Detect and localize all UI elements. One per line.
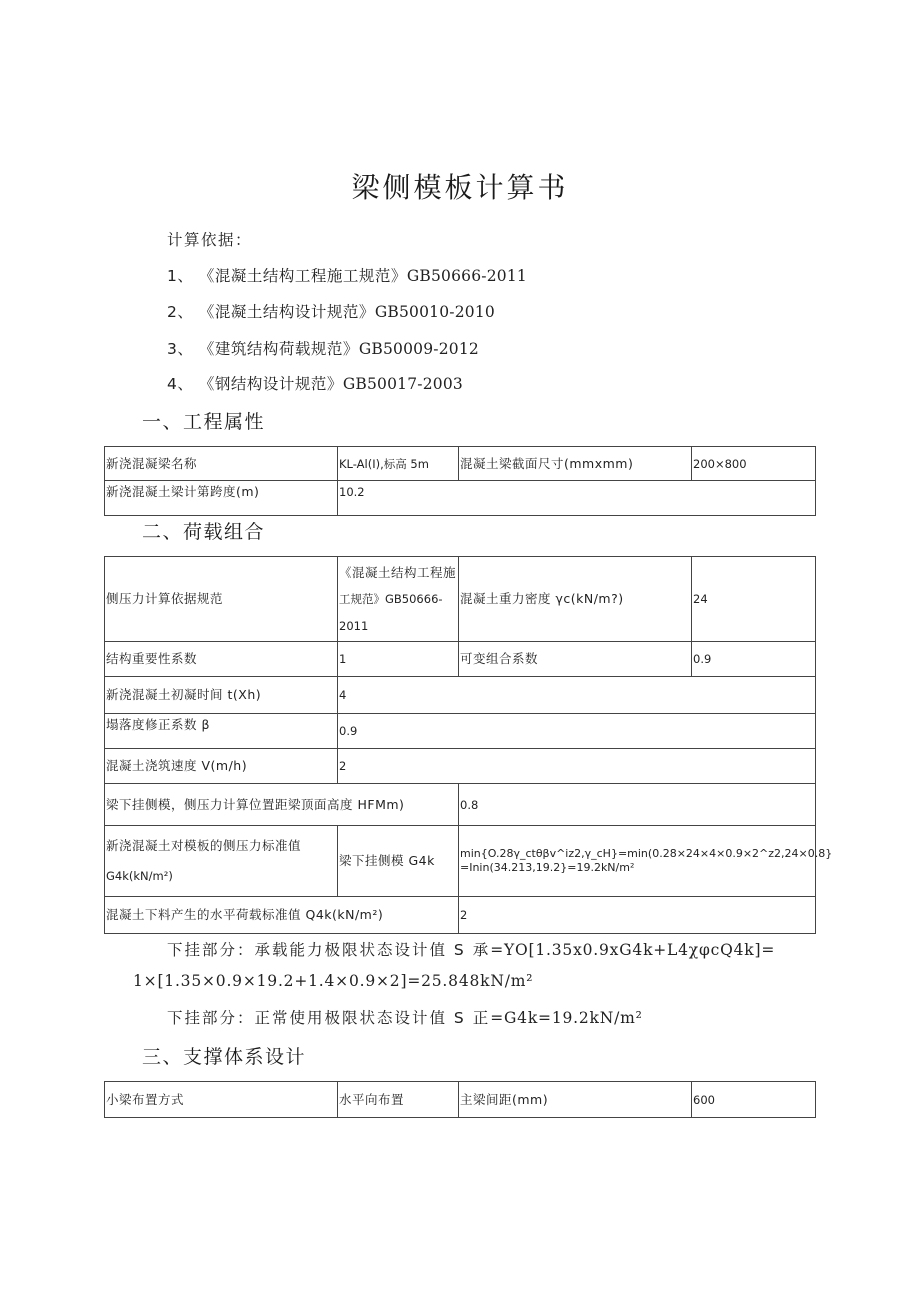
reference-name: 《混凝土结构工程施工规范》 [198,267,407,285]
table-row [105,677,816,714]
calc-label: 下挂部分：正常使用极限状态设计值 S 正 [167,1009,491,1027]
table-cell: 4 [338,677,816,714]
table-cell: 梁下挂侧模，侧压力计算位置距梁顶面高度 HFMm) [105,784,459,826]
reference-item [167,372,463,394]
table-cell: 24 [692,557,816,642]
reference-item [167,337,479,359]
reference-code: GB50009-2012 [358,340,479,358]
cell-line: 《混凝土结构工程施 [339,564,457,580]
calc-line-ultimate [167,938,775,960]
table-cell: 1 [338,642,459,677]
formula-line: min{O.28γ_ctθβv^iz2,γ_cH}=min(0.28×24×4×0.9×2^z2,24×0.8} [460,847,833,860]
table-row [105,897,816,934]
table-row [105,749,816,784]
reference-number: 2、 [167,303,194,321]
table-row [105,826,816,897]
table-row [105,557,816,642]
table-cell: 200×800 [692,447,816,481]
reference-number: 1、 [167,267,194,285]
table-cell: 600 [692,1082,816,1118]
formula-line: =Inin(34.213,19.2}=19.2kN/m² [460,861,635,874]
table-row [105,447,816,481]
reference-name: 《混凝土结构设计规范》 [198,303,375,321]
reference-number: 3、 [167,340,194,358]
reference-code: GB50017-2003 [342,375,463,393]
calc-line-result: 1×[1.35×0.9×19.2+1.4×0.9×2]=25.848kN/m² [133,972,534,990]
table-cell: 塌落度修正系数 β [105,714,338,749]
calc-label: 下挂部分：承载能力极限状态设计值 S 承 [167,941,491,959]
section-heading-load-combination: 二、荷载组合 [142,521,266,543]
support-system-table [104,1081,816,1118]
table-cell: 新浇混凝土初凝时间 t(Xh) [105,677,338,714]
formula-cell [459,826,833,897]
table-cell: 0.9 [338,714,816,749]
reference-number: 4、 [167,375,194,393]
calc-formula: =YO[1.35x0.9xG4k+L4χφcQ4k]= [490,941,776,959]
table-cell: 新浇混凝土梁计第跨度(m) [105,481,338,516]
table-row [105,714,816,749]
table-row [105,1082,816,1118]
table-row [105,642,816,677]
cell-line: 2011 [339,618,369,633]
cell-line: 工规范》GB50666- [339,591,443,606]
table-cell: 10.2 [338,481,816,516]
reference-name: 《建筑结构荷载规范》 [198,340,359,358]
basis-heading: 计算依据： [167,231,253,249]
table-cell: 混凝土重力密度 γc(kN/m?) [459,557,692,642]
cell-line: G4k(kN/m²) [106,869,173,883]
table-cell: 混凝土梁截面尺寸(mmxmm) [459,447,692,481]
reference-name: 《钢结构设计规范》 [198,375,343,393]
table-cell: 主梁间距(mm) [459,1082,692,1118]
table-row [105,481,816,516]
load-combination-table [104,556,833,934]
section-heading-support-system: 三、支撑体系设计 [142,1046,307,1068]
table-cell: 新浇混凝梁名称 [105,447,338,481]
reference-code: GB50010-2010 [374,303,495,321]
table-cell: 梁下挂侧模 G4k [338,826,459,897]
table-cell: KL-Al(I),标高 5m [338,447,459,481]
table-cell [338,557,459,642]
table-cell: 2 [459,897,816,934]
table-row [105,784,816,826]
document-title: 梁侧模板计算书 [351,171,569,204]
reference-code: GB50666-2011 [406,267,527,285]
table-cell: 可变组合系数 [459,642,692,677]
table-cell: 水平向布置 [338,1082,459,1118]
section-heading-engineering-properties: 一、工程属性 [142,411,266,433]
table-cell: 结构重要性系数 [105,642,338,677]
table-cell: 2 [338,749,816,784]
table-cell: 混凝土浇筑速度 V(m/h) [105,749,338,784]
cell-line: 新浇混凝土对模板的侧压力标准值 [106,838,302,853]
calc-line-serviceability [167,1006,643,1028]
table-cell: 侧压力计算依据规范 [105,557,338,642]
table-cell [105,826,338,897]
table-cell: 0.8 [459,784,816,826]
engineering-properties-table [104,446,816,516]
calc-formula: =G4k=19.2kN/m² [490,1009,643,1027]
reference-item [167,264,527,286]
table-cell: 混凝土下料产生的水平荷载标准值 Q4k(kN/m²) [105,897,459,934]
reference-item [167,300,495,322]
table-cell: 0.9 [692,642,816,677]
table-cell: 小梁布置方式 [105,1082,338,1118]
